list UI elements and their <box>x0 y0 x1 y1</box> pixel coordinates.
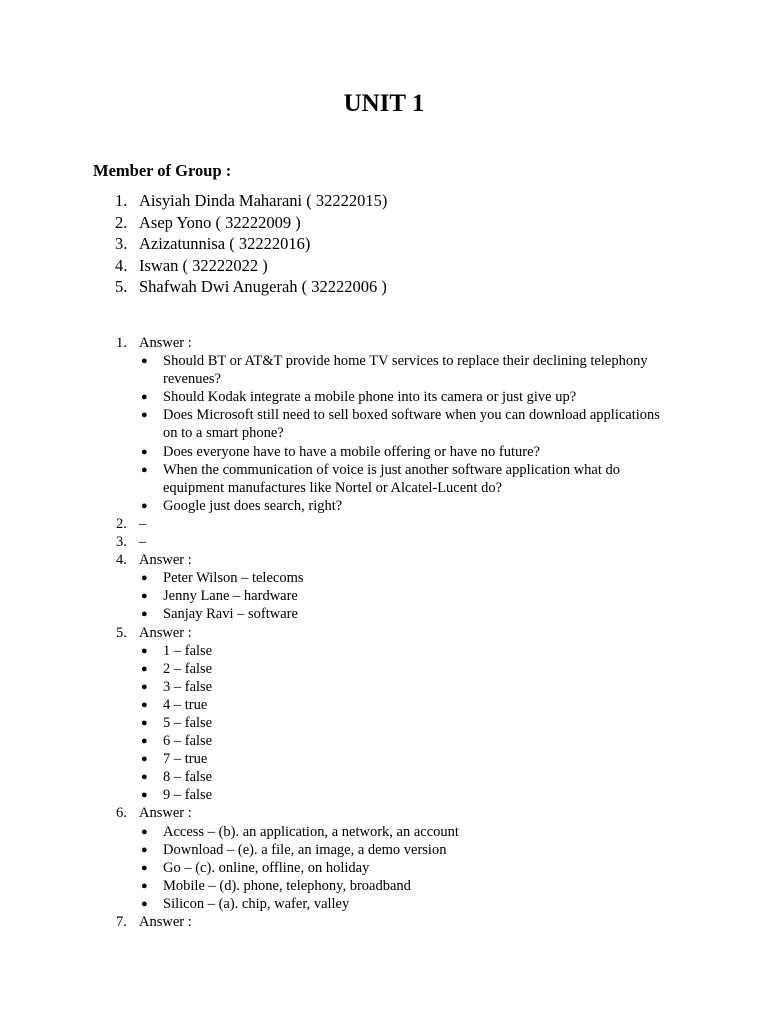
bullet-text: Jenny Lane – hardware <box>163 588 298 605</box>
bullet-item <box>139 732 663 750</box>
member-name: Shafwah Dwi Anugerah ( 32222006 ) <box>139 277 387 296</box>
bullet-icon: ● <box>141 590 148 603</box>
bullet-icon: ● <box>141 463 148 476</box>
bullet-item <box>139 443 663 461</box>
group-heading: Member of Group : <box>93 161 232 180</box>
bullet-item <box>139 352 663 388</box>
bullet-text: 3 – false <box>163 678 213 695</box>
bullet-item <box>139 569 663 587</box>
bullet-text: 1 – false <box>163 642 213 659</box>
bullet-icon: ● <box>141 861 148 874</box>
member-item <box>0 212 387 234</box>
answer-number: 7. <box>116 914 127 930</box>
bullet-icon: ● <box>141 499 148 512</box>
answer-item <box>0 551 663 623</box>
answer-number: 1. <box>116 335 127 351</box>
bullet-icon: ● <box>141 735 148 748</box>
bullet-text: When the communication of voice is just another software application what do equipment manufactures like Nortel or Alcatel-Lucent do? <box>163 461 621 496</box>
bullet-text: 9 – false <box>163 787 213 804</box>
bullet-text: 7 – true <box>163 751 208 768</box>
bullet-text: Mobile – (d). phone, telephony, broadband <box>163 877 411 894</box>
bullet-text: Access – (b). an application, a network, an account <box>163 823 459 840</box>
answer-bullet-list <box>139 823 663 913</box>
answer-label: Answer : <box>139 805 192 822</box>
bullet-icon: ● <box>141 753 148 766</box>
answer-label: – <box>139 534 147 551</box>
answer-bullet-list <box>139 569 663 623</box>
answer-item <box>0 334 663 515</box>
bullet-item <box>139 877 663 895</box>
bullet-text: Google just does search, right? <box>163 497 343 514</box>
member-name: Iswan ( 32222022 ) <box>139 255 268 275</box>
answer-label: Answer : <box>139 552 192 569</box>
member-number: 4. <box>115 255 128 275</box>
bullet-text: 4 – true <box>163 696 208 713</box>
bullet-icon: ● <box>141 843 148 856</box>
member-name: Aisyiah Dinda Maharani ( 32222015) <box>139 191 388 210</box>
bullet-icon: ● <box>141 698 148 711</box>
answer-number: 6. <box>116 805 127 822</box>
answer-number: 2. <box>116 515 127 532</box>
answer-label: – <box>139 515 147 532</box>
member-number: 1. <box>115 191 128 210</box>
bullet-icon: ● <box>141 897 148 910</box>
member-item <box>0 233 387 255</box>
bullet-icon: ● <box>141 608 148 621</box>
member-item <box>0 190 387 212</box>
bullet-item <box>139 388 663 406</box>
answer-label: Answer : <box>139 914 192 930</box>
answer-number: 5. <box>116 624 127 641</box>
bullet-text: 2 – false <box>163 660 213 677</box>
bullet-text: Sanjay Ravi – software <box>163 606 298 623</box>
bullet-item <box>139 406 663 442</box>
bullet-item <box>139 642 663 660</box>
bullet-text: Silicon – (a). chip, wafer, valley <box>163 895 350 912</box>
bullet-icon: ● <box>141 716 148 729</box>
bullet-item <box>139 895 663 913</box>
bullet-item <box>139 696 663 714</box>
page-title: UNIT 1 <box>343 90 425 117</box>
bullet-icon: ● <box>141 662 148 675</box>
bullet-icon: ● <box>141 409 148 422</box>
bullet-icon: ● <box>141 391 148 404</box>
bullet-text: Should Kodak integrate a mobile phone into its camera or just give up? <box>163 389 577 406</box>
member-number: 2. <box>115 212 128 232</box>
answer-item <box>0 913 663 931</box>
answer-bullet-list <box>139 352 663 515</box>
bullet-icon: ● <box>141 644 148 657</box>
bullet-item <box>139 859 663 877</box>
bullet-item <box>139 678 663 696</box>
bullet-item <box>139 660 663 678</box>
answer-number: 4. <box>116 552 127 569</box>
bullet-text: 6 – false <box>163 733 213 750</box>
answer-label: Answer : <box>139 624 192 641</box>
bullet-text: Download – (e). a file, an image, a demo version <box>163 841 447 858</box>
bullet-text: Should BT or AT&T provide home TV services to replace their declining telephony revenues? <box>163 353 648 388</box>
bullet-item <box>139 714 663 732</box>
bullet-item <box>139 823 663 841</box>
bullet-item <box>139 786 663 804</box>
answer-item <box>0 624 663 805</box>
bullet-icon: ● <box>141 445 148 458</box>
bullet-icon: ● <box>141 771 148 784</box>
member-list <box>0 190 387 298</box>
bullet-item <box>139 497 663 515</box>
bullet-text: Go – (c). online, offline, on holiday <box>163 859 370 876</box>
answer-list <box>0 334 663 931</box>
bullet-text: Peter Wilson – telecoms <box>163 570 304 587</box>
bullet-item <box>139 461 663 497</box>
bullet-icon: ● <box>141 825 148 838</box>
answer-bullet-list <box>139 642 663 805</box>
bullet-icon: ● <box>141 680 148 693</box>
answer-item <box>0 515 663 533</box>
member-number: 5. <box>115 277 128 296</box>
bullet-icon: ● <box>141 879 148 892</box>
bullet-item <box>139 768 663 786</box>
bullet-item <box>139 587 663 605</box>
member-name: Asep Yono ( 32222009 ) <box>139 212 301 232</box>
bullet-text: 8 – false <box>163 769 213 786</box>
answer-item <box>0 533 663 551</box>
bullet-icon: ● <box>141 789 148 802</box>
bullet-item <box>139 750 663 768</box>
bullet-icon: ● <box>141 572 148 585</box>
answer-item <box>0 804 663 913</box>
member-name: Azizatunnisa ( 32222016) <box>139 234 311 253</box>
bullet-item <box>139 841 663 859</box>
bullet-text: Does everyone have to have a mobile offering or have no future? <box>163 443 540 460</box>
answer-number: 3. <box>116 534 127 551</box>
answer-label: Answer : <box>139 335 192 351</box>
member-number: 3. <box>115 234 128 253</box>
bullet-item <box>139 605 663 623</box>
member-item <box>0 255 387 277</box>
bullet-text: 5 – false <box>163 714 213 731</box>
bullet-icon: ● <box>141 355 148 368</box>
member-item <box>0 276 387 298</box>
bullet-text: Does Microsoft still need to sell boxed software when you can download applications on to a smart phone? <box>163 407 660 442</box>
